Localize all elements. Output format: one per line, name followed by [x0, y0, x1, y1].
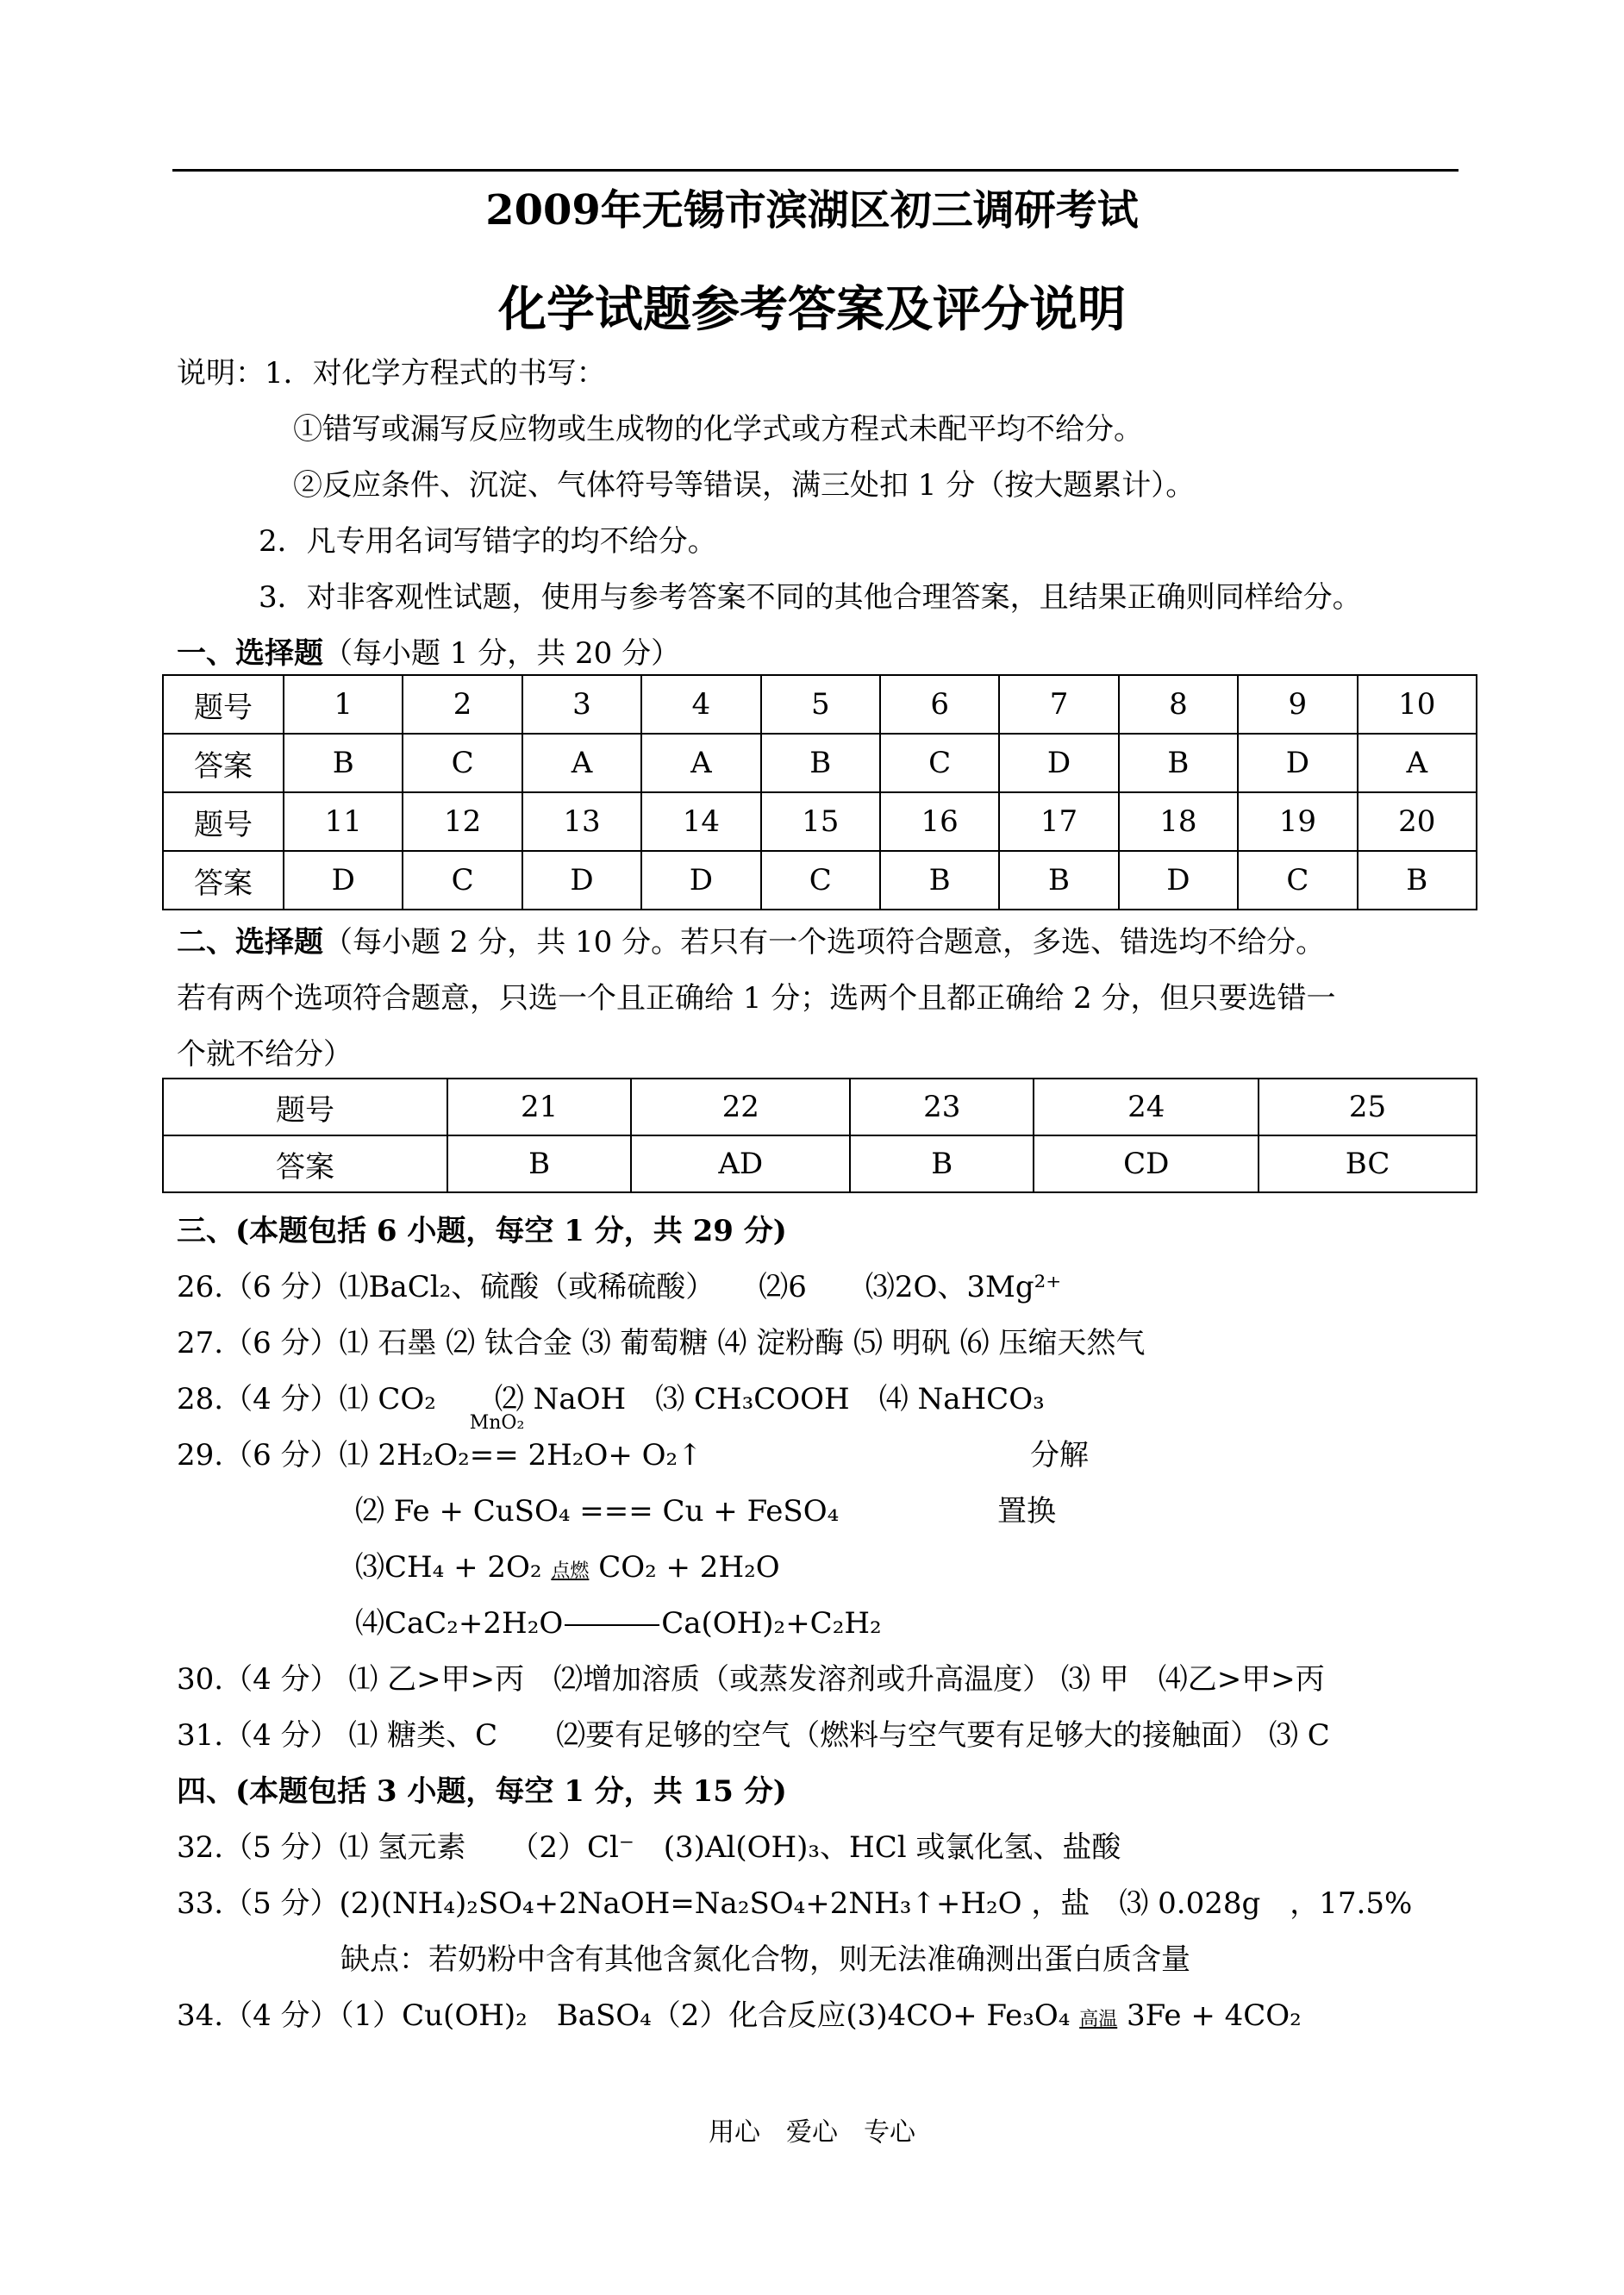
section3-heading: 三、(本题包括 6 小题，每空 1 分，共 29 分) — [177, 1214, 787, 1248]
answer-29-2: ⑵ Fe + CuSO₄ === Cu + FeSO₄ — [355, 1494, 840, 1529]
section1-title: 一、选择题 — [177, 636, 323, 671]
table-cell: C — [403, 734, 522, 792]
eq34-product: 3Fe + 4CO₂ — [1127, 1998, 1302, 2033]
table-cell: 4 — [641, 675, 760, 734]
table-cell: D — [1238, 734, 1357, 792]
eq29-3-condition: 点燃 — [551, 1560, 590, 1582]
table-cell: 16 — [880, 792, 999, 851]
section2-heading — [177, 918, 1325, 960]
table-row — [163, 851, 1477, 910]
answer-32: 32.（5 分）⑴ 氢元素 （2）Cl⁻ (3)Al(OH)₃、HCl 或氯化氢、盐酸 — [177, 1830, 1121, 1865]
table-cell: A — [522, 734, 641, 792]
table-cell: 24 — [1034, 1079, 1259, 1135]
section1-heading — [177, 629, 680, 672]
table-cell: D — [1119, 851, 1238, 910]
table-row — [163, 675, 1477, 734]
table-cell: A — [641, 734, 760, 792]
table-cell: 15 — [761, 792, 880, 851]
table-cell: 14 — [641, 792, 760, 851]
eq29-4-product: Ca(OH)₂+C₂H₂ — [661, 1606, 882, 1641]
table-row — [163, 1135, 1477, 1192]
table-row — [163, 734, 1477, 792]
table-cell: B — [284, 734, 403, 792]
answer-33-note: 缺点：若奶粉中含有其他含氮化合物，则无法准确测出蛋白质含量 — [340, 1942, 1190, 1977]
section2-note-1: （每小题 2 分，共 10 分。若只有一个选项符合题意，多选、错选均不给分。 — [323, 925, 1326, 960]
answer-34 — [177, 1992, 1302, 2034]
table-cell: B — [850, 1135, 1034, 1192]
table-cell: C — [880, 734, 999, 792]
table-cell: D — [522, 851, 641, 910]
table-cell: AD — [631, 1135, 850, 1192]
table-cell: B — [761, 734, 880, 792]
answer-27: 27.（6 分）⑴ 石墨 ⑵ 钛合金 ⑶ 葡萄糖 ⑷ 淀粉酶 ⑸ 明矾 ⑹ 压缩天然气 — [177, 1326, 1146, 1360]
eq29-1-equals: == — [469, 1438, 519, 1473]
table-cell: B — [880, 851, 999, 910]
table-cell: 20 — [1358, 792, 1477, 851]
table-cell: 2 — [403, 675, 522, 734]
eq34-reactant: 34.（4 分）（1）Cu(OH)₂ BaSO₄（2）化合反应(3)4CO+ Fe₃O₄ — [177, 1998, 1071, 2033]
answer-table-2 — [162, 1078, 1477, 1193]
table-cell: 9 — [1238, 675, 1357, 734]
table-cell: 1 — [284, 675, 403, 734]
table-cell: C — [403, 851, 522, 910]
table-cell: B — [447, 1135, 631, 1192]
table-cell: 13 — [522, 792, 641, 851]
answer-33: 33.（5 分）(2)(NH₄)₂SO₄+2NaOH=Na₂SO₄+2NH₃↑+H₂O ，盐 ⑶ 0.028g ，17.5% — [177, 1886, 1413, 1921]
header-rule — [172, 169, 1458, 172]
eq29-3-product: CO₂ + 2H₂O — [598, 1550, 780, 1585]
reaction-line-icon — [565, 1624, 659, 1626]
table-cell: B — [1119, 734, 1238, 792]
document-subtitle: 化学试题参考答案及评分说明 — [498, 281, 1126, 338]
table-cell: 10 — [1358, 675, 1477, 734]
table-cell: 答案 — [163, 851, 284, 910]
note-line-4: 2．凡专用名词写错字的均不给分。 — [259, 524, 717, 559]
note-line-1: 说明：1．对化学方程式的书写： — [177, 356, 606, 391]
eq29-1-product: 2H₂O+ O₂↑ — [518, 1438, 703, 1473]
table-cell: 23 — [850, 1079, 1034, 1135]
table-cell: 17 — [999, 792, 1118, 851]
section2-note-2: 若有两个选项符合题意，只选一个且正确给 1 分；选两个且都正确给 2 分，但只要选错一 — [177, 981, 1336, 1016]
table-cell: D — [641, 851, 760, 910]
note-line-2: ①错写或漏写反应物或生成物的化学式或方程式未配平均不给分。 — [293, 412, 1143, 447]
table-cell: C — [761, 851, 880, 910]
table-cell: 19 — [1238, 792, 1357, 851]
page-footer: 用心 爱心 专心 — [709, 2117, 915, 2148]
table-cell: 12 — [403, 792, 522, 851]
eq34-condition: 高温 — [1079, 2009, 1118, 2030]
answer-26: 26.（6 分）⑴BaCl₂、硫酸（或稀硫酸） ⑵6 ⑶2O、3Mg²⁺ — [177, 1270, 1062, 1304]
table-cell: 答案 — [163, 734, 284, 792]
table-cell: 题号 — [163, 1079, 447, 1135]
note-line-5: 3．对非客观性试题，使用与参考答案不同的其他合理答案，且结果正确则同样给分。 — [259, 580, 1362, 615]
table-cell: 25 — [1259, 1079, 1477, 1135]
answer-29-type-2: 置换 — [997, 1494, 1056, 1529]
answer-29-3 — [355, 1543, 780, 1585]
table-cell: 22 — [631, 1079, 850, 1135]
table-cell: B — [999, 851, 1118, 910]
answer-29-type-1: 分解 — [1030, 1438, 1089, 1473]
table-cell: 11 — [284, 792, 403, 851]
answer-table-1 — [162, 674, 1477, 910]
section2-note-3: 个就不给分） — [177, 1037, 353, 1072]
eq29-4-reactant: ⑷CaC₂+2H₂O — [355, 1606, 564, 1641]
table-cell: A — [1358, 734, 1477, 792]
eq29-3-reactant: ⑶CH₄ + 2O₂ — [355, 1550, 542, 1585]
table-cell: C — [1238, 851, 1357, 910]
section2-title: 二、选择题 — [177, 925, 323, 960]
table-cell: D — [284, 851, 403, 910]
table-cell: CD — [1034, 1135, 1259, 1192]
eq29-1-sign — [469, 1412, 525, 1473]
answer-29-1 — [177, 1412, 703, 1473]
table-cell: 3 — [522, 675, 641, 734]
table-cell: 答案 — [163, 1135, 447, 1192]
table-cell: 8 — [1119, 675, 1238, 734]
table-cell: 7 — [999, 675, 1118, 734]
table-cell: 5 — [761, 675, 880, 734]
answer-29-4 — [355, 1599, 882, 1642]
table-cell: 18 — [1119, 792, 1238, 851]
section1-note: （每小题 1 分，共 20 分） — [323, 636, 681, 671]
answer-31: 31.（4 分） ⑴ 糖类、C ⑵要有足够的空气（燃料与空气要有足够大的接触面） ⑶ C — [177, 1718, 1330, 1753]
table-cell: B — [1358, 851, 1477, 910]
answer-28: 28.（4 分）⑴ CO₂ ⑵ NaOH ⑶ CH₃COOH ⑷ NaHCO₃ — [177, 1382, 1045, 1416]
table-cell: 题号 — [163, 792, 284, 851]
eq29-1-reactant: 29.（6 分）⑴ 2H₂O₂ — [177, 1438, 470, 1473]
table-cell: 6 — [880, 675, 999, 734]
table-cell: BC — [1259, 1135, 1477, 1192]
table-cell: 题号 — [163, 675, 284, 734]
table-row — [163, 792, 1477, 851]
table-row — [163, 1079, 1477, 1135]
section4-heading: 四、(本题包括 3 小题，每空 1 分，共 15 分) — [177, 1774, 787, 1809]
answer-30: 30.（4 分） ⑴ 乙>甲>丙 ⑵增加溶质（或蒸发溶剂或升高温度） ⑶ 甲 ⑷乙>甲>丙 — [177, 1662, 1325, 1697]
table-cell: D — [999, 734, 1118, 792]
document-title: 2009年无锡市滨湖区初三调研考试 — [485, 186, 1139, 235]
table-cell: 21 — [447, 1079, 631, 1135]
eq29-1-catalyst: MnO₂ — [469, 1412, 525, 1434]
note-line-3: ②反应条件、沉淀、气体符号等错误，满三处扣 1 分（按大题累计）。 — [293, 468, 1196, 503]
